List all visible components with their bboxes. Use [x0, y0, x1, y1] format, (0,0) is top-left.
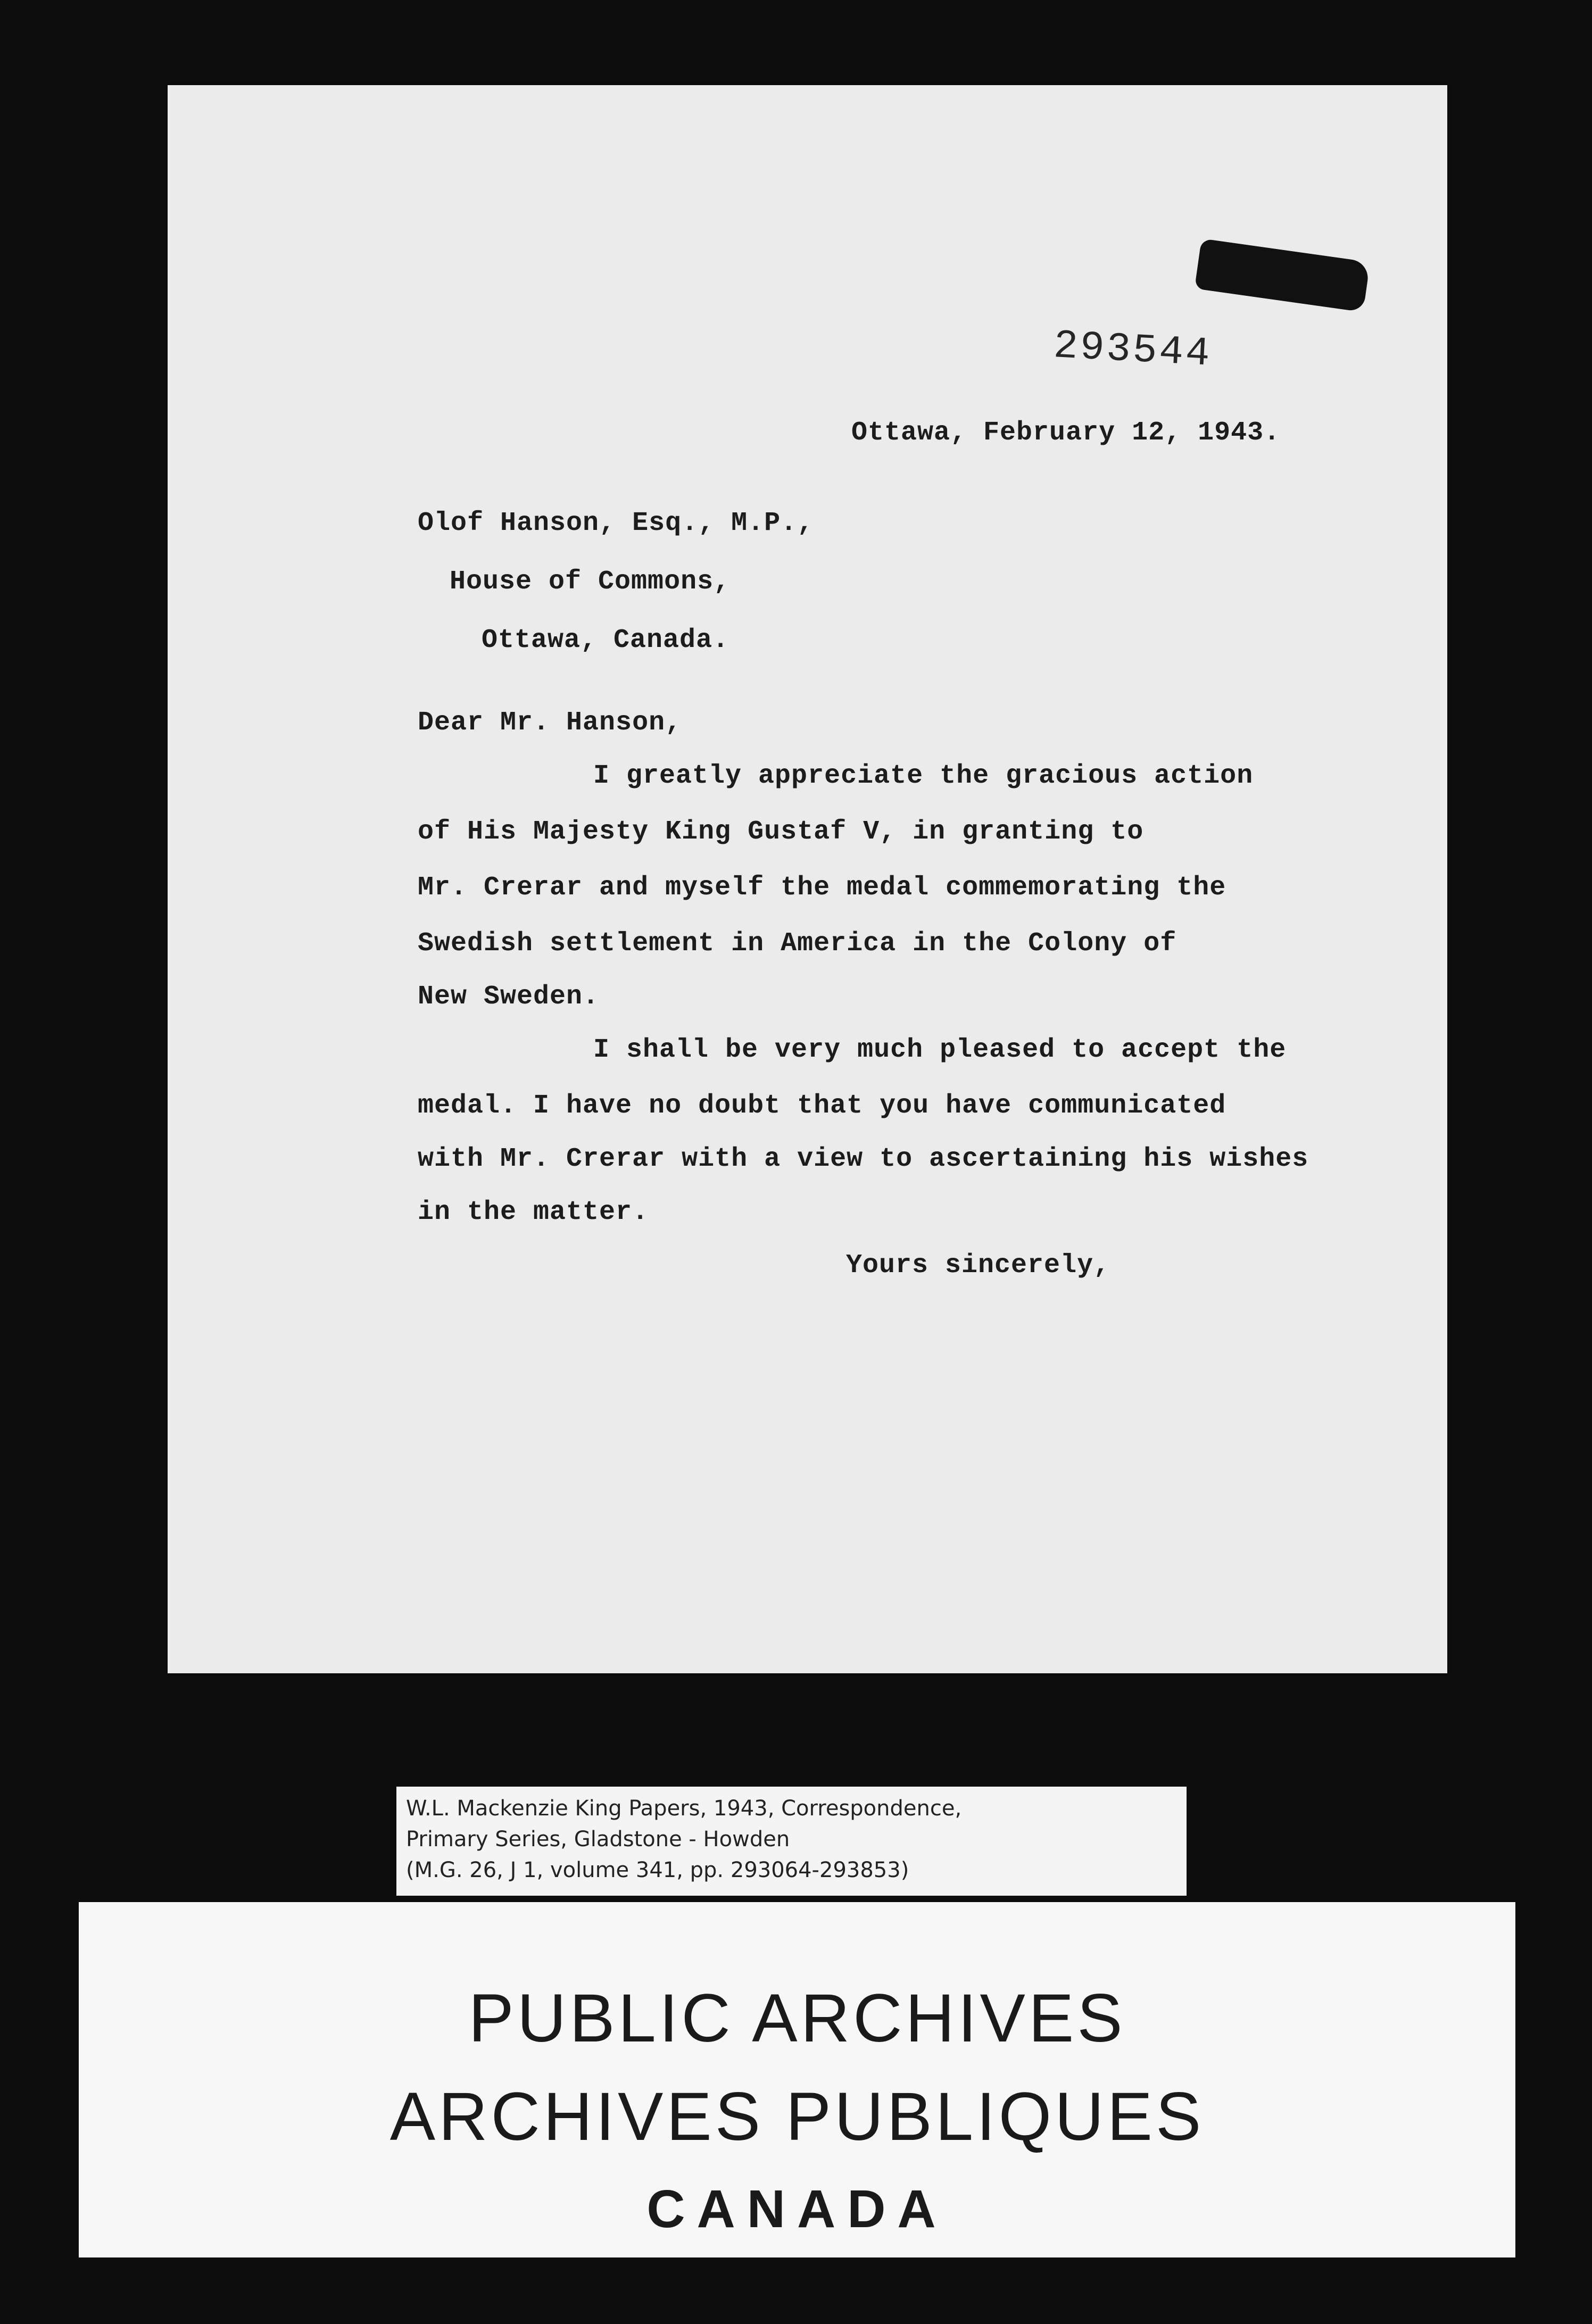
body-line: New Sweden.	[418, 982, 600, 1012]
recipient-city: Ottawa, Canada.	[482, 625, 729, 655]
recipient-address-line: House of Commons,	[450, 567, 731, 597]
archives-title-french: ARCHIVES PUBLIQUES	[389, 2079, 1205, 2155]
recipient-name: Olof Hanson, Esq., M.P.,	[418, 508, 814, 538]
closing: Yours sincerely,	[846, 1250, 1110, 1281]
salutation: Dear Mr. Hanson,	[418, 708, 682, 738]
citation-line: W.L. Mackenzie King Papers, 1943, Correspondence,	[406, 1796, 962, 1821]
document-number: 293544	[1052, 323, 1213, 377]
body-line: in the matter.	[418, 1197, 649, 1227]
archives-country: CANADA	[646, 2179, 948, 2239]
body-line: with Mr. Crerar with a view to ascertaining his wishes	[418, 1144, 1309, 1174]
citation-line: Primary Series, Gladstone - Howden	[406, 1827, 790, 1852]
citation-line: (M.G. 26, J 1, volume 341, pp. 293064-293853)	[406, 1858, 909, 1882]
body-line: medal. I have no doubt that you have communicated	[418, 1091, 1226, 1121]
source-citation-label	[396, 1787, 1187, 1896]
body-line: I greatly appreciate the gracious action	[593, 761, 1254, 791]
body-line: I shall be very much pleased to accept the	[593, 1035, 1287, 1065]
body-line: Mr. Crerar and myself the medal commemorating the	[418, 873, 1226, 903]
body-line: of His Majesty King Gustaf V, in granting to	[418, 817, 1144, 847]
archives-card	[79, 1902, 1515, 2257]
letter-date: Ottawa, February 12, 1943.	[851, 418, 1281, 448]
archives-title-english: PUBLIC ARCHIVES	[468, 1980, 1126, 2056]
body-line: Swedish settlement in America in the Colony of	[418, 928, 1177, 959]
